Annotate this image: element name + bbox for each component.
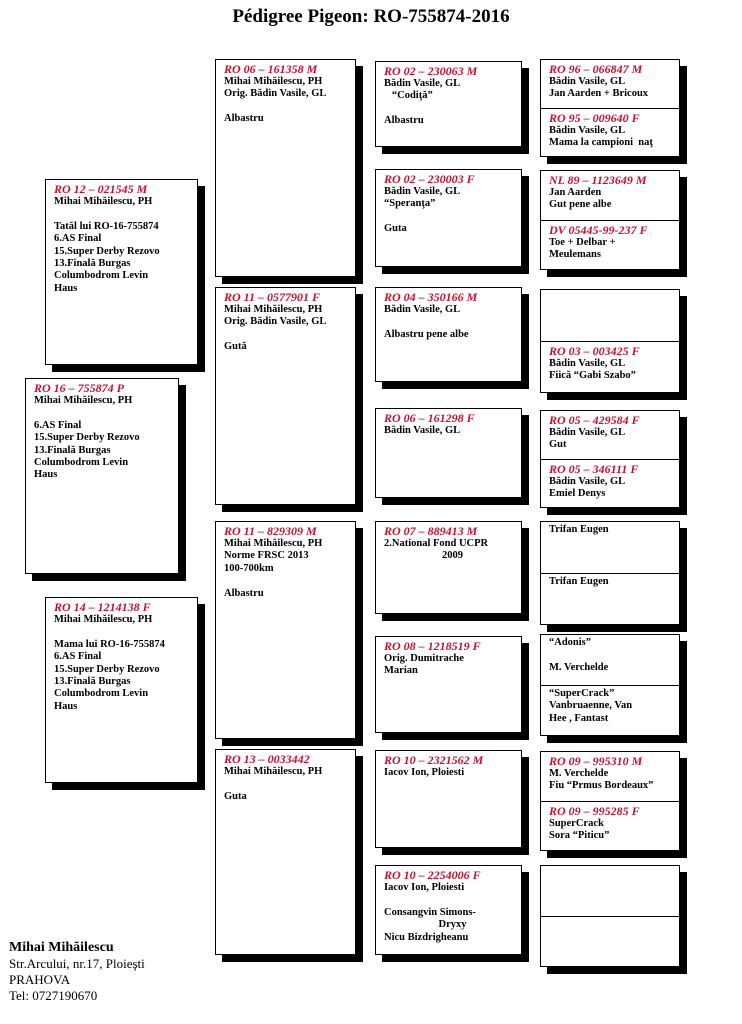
ring-number: RO 10 – 2321562 M — [384, 753, 484, 767]
pedigree-sub-entry[interactable] — [541, 171, 679, 220]
card-line — [54, 626, 197, 638]
card-line: Orig. Bădin Vasile, GL — [224, 88, 327, 100]
card-line: Orig. Bădin Vasile, GL — [224, 316, 327, 328]
ring-number: RO 04 – 350166 M — [384, 290, 478, 304]
card-line: Albastru pene albe — [384, 328, 469, 340]
card-line: Norme FRSC 2013 — [224, 550, 309, 562]
ring-number: RO 07 – 889413 M — [384, 524, 478, 538]
card-line: “SuperCrack” — [549, 688, 615, 699]
card-line: “Codiţă” — [384, 90, 433, 102]
pigeon-card-granddam-paternal[interactable] — [215, 287, 356, 505]
card-line: M. Verchelde — [549, 661, 609, 673]
card-line: 100-700km — [224, 562, 274, 574]
card-line: Tatăl lui RO-16-755874 — [54, 220, 159, 232]
pigeon-card-g4-pair-1[interactable] — [540, 59, 680, 157]
ring-number: RO 09 – 995285 F — [549, 804, 640, 818]
card-line: “Speranţa” — [384, 198, 436, 210]
card-line: Fiică “Gabi Szabo” — [549, 370, 636, 382]
card-line: Mihai Mihăilescu, PH — [224, 538, 323, 549]
card-line: 6.AS Final — [54, 651, 102, 663]
card-line: Gutǎ — [224, 341, 247, 353]
ring-number: RO 14 – 1214138 F — [54, 600, 151, 614]
card-line: Gut pene albe — [549, 199, 612, 211]
ring-number: DV 05445-99-237 F — [549, 223, 648, 237]
card-line: Bădin Vasile, GL — [384, 78, 461, 89]
card-line: SuperCrack — [549, 818, 604, 829]
card-line: M. Verchelde — [549, 768, 609, 779]
card-line: Bădin Vasile, GL — [549, 358, 626, 369]
card-line: 6.AS Final — [54, 233, 102, 245]
pigeon-card-gg2[interactable] — [375, 169, 522, 267]
pigeon-card-gg3[interactable] — [375, 287, 522, 382]
ring-number: RO 03 – 003425 F — [549, 344, 640, 358]
ring-number: RO 06 – 161298 F — [384, 411, 475, 425]
ring-number: RO 02 – 230003 F — [384, 172, 475, 186]
card-line: Orig. Dumitrache — [384, 653, 464, 664]
card-line: Consangvin Simons- — [384, 906, 476, 918]
pigeon-card-gg6[interactable] — [375, 636, 522, 733]
pigeon-card-g4-pair-7[interactable] — [540, 751, 680, 851]
card-line — [224, 778, 355, 790]
card-line: Bădin Vasile, GL — [549, 427, 626, 438]
card-line: Trifan Eugen — [549, 576, 609, 587]
pedigree-sub-entry[interactable] — [541, 220, 679, 268]
card-line-centered: 2009 — [442, 550, 463, 562]
pigeon-card-subject[interactable] — [25, 378, 179, 574]
page-title: Pédigree Pigeon: RO-755874-2016 — [232, 6, 510, 27]
pigeon-card-gg8[interactable] — [375, 865, 522, 955]
card-line — [54, 208, 197, 220]
card-line: Columbodrom Levin — [54, 688, 149, 700]
pigeon-card-g4-pair-5[interactable] — [540, 521, 680, 625]
card-line: Bădin Vasile, GL — [384, 425, 461, 436]
owner-phone: Tel: 0727190670 — [9, 988, 98, 1003]
pedigree-sub-entry[interactable] — [541, 635, 679, 685]
card-line: Iacov Ion, Ploiesti — [384, 767, 465, 778]
card-line: Mama lui RO-16-755874 — [54, 638, 165, 650]
card-line: 13.Finală Burgas — [34, 444, 111, 456]
card-line: 15.Super Derby Rezovo — [54, 245, 160, 257]
pigeon-card-g4-pair-4[interactable] — [540, 410, 680, 508]
card-line — [34, 407, 178, 419]
pedigree-sub-entry[interactable] — [541, 108, 679, 155]
ring-number: RO 95 – 009640 F — [549, 111, 640, 125]
pigeon-card-g4-pair-3[interactable] — [540, 289, 680, 393]
pigeon-card-g4-pair-2[interactable] — [540, 170, 680, 270]
card-line: 15.Super Derby Rezovo — [34, 432, 140, 444]
pedigree-sub-entry[interactable] — [541, 866, 679, 916]
pigeon-card-dam[interactable] — [45, 597, 198, 783]
card-line: Albastru — [224, 587, 264, 599]
card-line: Iacov Ion, Ploiesti — [384, 882, 465, 893]
card-line: Jan Aarden — [549, 187, 602, 198]
card-line: Sora “Piticu” — [549, 830, 610, 842]
card-line — [384, 103, 521, 115]
card-line: Albastru — [384, 115, 424, 127]
card-line: Mihai Mihăilescu, PH — [224, 766, 323, 777]
ring-number: RO 06 – 161358 M — [224, 62, 318, 76]
card-line: Haus — [54, 282, 78, 294]
owner-region: PRAHOVA — [9, 972, 71, 987]
pedigree-sub-entry[interactable] — [541, 801, 679, 849]
card-line — [549, 649, 679, 661]
ring-number: RO 05 – 346111 F — [549, 462, 639, 476]
card-line: Mihai Mihăilescu, PH — [224, 76, 323, 87]
card-line: Mihai Mihăilescu, PH — [54, 614, 153, 625]
card-line: Meulemans — [549, 249, 601, 261]
card-line — [384, 894, 521, 906]
owner-info — [9, 940, 145, 1004]
ring-number: RO 96 – 066847 M — [549, 62, 643, 76]
pedigree-sub-entry[interactable] — [541, 60, 679, 108]
card-line: Vanbruaenne, Van — [549, 700, 633, 712]
card-line: Haus — [34, 469, 58, 481]
card-line — [224, 329, 355, 341]
ring-number: RO 09 – 995310 M — [549, 754, 643, 768]
ring-number: RO 13 – 0033442 — [224, 752, 310, 766]
card-line — [384, 211, 521, 223]
card-line: Bădin Vasile, GL — [549, 476, 626, 487]
card-line: 13.Finală Burgas — [54, 676, 131, 688]
card-line: Bădin Vasile, GL — [384, 186, 461, 197]
pigeon-card-gg7[interactable] — [375, 750, 522, 848]
pigeon-card-sire[interactable] — [45, 179, 198, 365]
card-line: 13.Finală Burgas — [54, 258, 131, 270]
pedigree-sub-entry[interactable] — [541, 522, 679, 573]
card-line: Fiu “Prmus Bordeaux” — [549, 780, 654, 792]
ring-number: RO 10 – 2254006 F — [384, 868, 481, 882]
pedigree-sub-entry[interactable] — [541, 573, 679, 623]
ring-number: NL 89 – 1123649 M — [549, 173, 647, 187]
card-line: Toe + Delbar + — [549, 237, 616, 248]
card-line: Marian — [384, 665, 418, 677]
card-line: Guta — [224, 790, 247, 802]
card-line — [224, 101, 355, 113]
card-line: Columbodrom Levin — [34, 457, 129, 469]
ring-number: RO 16 – 755874 P — [34, 381, 124, 395]
pigeon-card-gg1[interactable] — [375, 61, 522, 147]
card-line: Mihai Mihăilescu, PH — [224, 304, 323, 315]
card-line: Mihai Mihăilescu, PH — [34, 395, 133, 406]
card-line: “Adonis” — [549, 637, 592, 648]
ring-number: RO 11 – 829309 M — [224, 524, 317, 538]
card-line: Albastru — [224, 113, 264, 125]
owner-name: Mihai Mihăilescu — [9, 940, 114, 955]
pigeon-card-gg5[interactable] — [375, 521, 522, 614]
pedigree-sub-entry[interactable] — [541, 290, 679, 341]
card-line — [224, 575, 355, 587]
pedigree-sub-entry[interactable] — [541, 341, 679, 391]
card-line — [384, 316, 521, 328]
card-line: Mama la campioni naţ — [549, 137, 653, 149]
pigeon-card-granddam-maternal[interactable] — [215, 749, 356, 955]
card-line: Trifan Eugen — [549, 524, 609, 535]
pigeon-card-grandsire-maternal[interactable] — [215, 521, 356, 739]
ring-number: RO 12 – 021545 M — [54, 182, 148, 196]
pedigree-sub-entry[interactable] — [541, 752, 679, 801]
pigeon-card-g4-pair-6[interactable] — [540, 634, 680, 736]
card-line: Gut — [549, 439, 567, 451]
card-line: Bădin Vasile, GL — [384, 304, 461, 315]
ring-number: RO 02 – 230063 M — [384, 64, 478, 78]
card-line: Mihai Mihăilescu, PH — [54, 196, 153, 207]
card-line: Haus — [54, 700, 78, 712]
ring-number: RO 11 – 0577901 F — [224, 290, 321, 304]
pedigree-sub-entry[interactable] — [541, 411, 679, 459]
card-line: 15.Super Derby Rezovo — [54, 663, 160, 675]
card-line: Nicu Bizdrigheanu — [384, 931, 469, 943]
card-line-centered: Dryxy — [438, 919, 467, 931]
pedigree-sub-entry[interactable] — [541, 459, 679, 506]
owner-address: Str.Arcului, nr.17, Ploieşti — [9, 956, 145, 971]
card-line: Guta — [384, 223, 407, 235]
card-line: Columbodrom Levin — [54, 270, 149, 282]
pigeon-card-g4-pair-8[interactable] — [540, 865, 680, 967]
ring-number: RO 05 – 429584 F — [549, 413, 640, 427]
pedigree-sub-entry[interactable] — [541, 685, 679, 734]
card-line: Hee , Fantast — [549, 712, 609, 724]
card-line: 2.National Fond UCPR — [384, 538, 489, 549]
card-line: Bădin Vasile, GL — [549, 125, 626, 136]
card-line: Jan Aarden + Bricoux — [549, 88, 649, 100]
pigeon-card-grandsire-paternal[interactable] — [215, 59, 356, 277]
card-line: Bădin Vasile, GL — [549, 76, 626, 87]
card-line: 6.AS Final — [34, 419, 82, 431]
pigeon-card-gg4[interactable] — [375, 408, 522, 498]
ring-number: RO 08 – 1218519 F — [384, 639, 481, 653]
pedigree-sub-entry[interactable] — [541, 916, 679, 965]
card-line: Emiel Denys — [549, 488, 606, 500]
